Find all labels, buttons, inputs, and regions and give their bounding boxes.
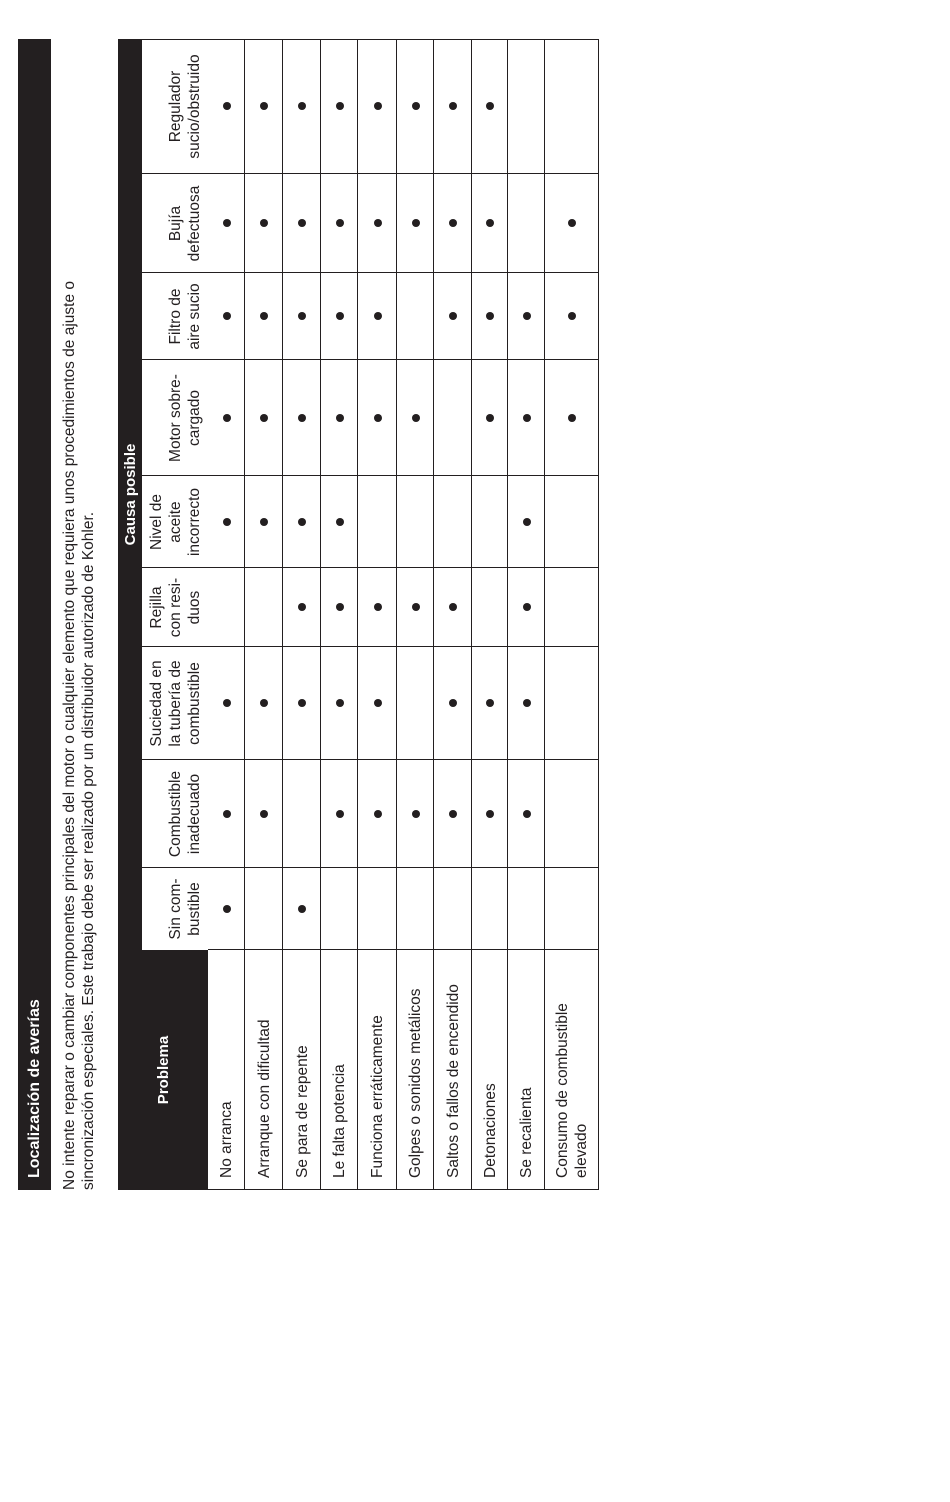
cause-mark [223, 905, 231, 913]
problem-label: Detonaciones [481, 1083, 499, 1178]
cause-mark [374, 220, 382, 228]
cause-mark [223, 414, 231, 422]
cause-mark [336, 700, 344, 708]
cause-mark [374, 700, 382, 708]
problem-label: Saltos o fallos de encendido [444, 984, 462, 1178]
column-divider [142, 867, 599, 868]
intro-text: No intente reparar o cambiar componentes principales del motor o cualquier elemento que requiera unos procedimientos de ajuste o sincronización especiales. Este trabajo debe ser realizado por un distribuidor autorizado de Kohler. [61, 281, 97, 1190]
problem-label: Arranque con dificultad [255, 1019, 273, 1178]
cause-mark [298, 103, 306, 111]
cause-mark [374, 103, 382, 111]
cause-mark [260, 414, 268, 422]
cause-mark [298, 604, 306, 612]
cause-mark [412, 220, 420, 228]
column-divider [142, 272, 599, 273]
cause-mark [260, 700, 268, 708]
problem-label: Se recalienta [518, 1087, 535, 1178]
problem-header: Problema [118, 950, 208, 1190]
cause-mark [260, 313, 268, 321]
cause-mark [449, 220, 457, 228]
cause-mark [298, 313, 306, 321]
cause-mark [223, 220, 231, 228]
column-divider [142, 173, 599, 174]
cause-mark [336, 103, 344, 111]
cause-mark [486, 313, 494, 321]
troubleshooting-table [118, 39, 599, 1190]
cause-mark [336, 518, 344, 526]
cause-column-header: Nivel de aceite incorrecto [148, 487, 203, 557]
cause-mark [486, 103, 494, 111]
cause-mark [298, 220, 306, 228]
cause-mark [523, 810, 531, 818]
cause-mark [412, 414, 420, 422]
cause-mark [412, 810, 420, 818]
cause-mark [336, 810, 344, 818]
column-divider [142, 39, 599, 40]
cause-mark [412, 604, 420, 612]
cause-mark [523, 700, 531, 708]
cause-mark [374, 313, 382, 321]
cause-mark [449, 700, 457, 708]
column-divider [142, 759, 599, 760]
cause-mark [568, 414, 576, 422]
cause-mark [523, 518, 531, 526]
cause-mark [298, 414, 306, 422]
cause-mark [336, 414, 344, 422]
cause-column-header: Combustible inadecuado [167, 770, 203, 858]
cause-mark [523, 414, 531, 422]
cause-mark [412, 103, 420, 111]
cause-mark [568, 220, 576, 228]
cause-mark [568, 313, 576, 321]
cause-mark [336, 313, 344, 321]
cause-mark [523, 604, 531, 612]
cause-mark [374, 604, 382, 612]
problem-label: Golpes o sonidos metálicos [407, 988, 424, 1178]
cause-mark [260, 810, 268, 818]
cause-mark [223, 810, 231, 818]
cause-column-header: Motor sobre- cargado [167, 374, 203, 462]
section-title: Localización de averías [18, 39, 51, 1190]
problem-label: Se para de repente [293, 1045, 311, 1178]
cause-mark [223, 103, 231, 111]
cause-mark [223, 700, 231, 708]
cause-mark [336, 220, 344, 228]
cause-mark [449, 103, 457, 111]
cause-mark [374, 414, 382, 422]
column-divider [142, 646, 599, 647]
cause-mark [486, 810, 494, 818]
cause-mark [374, 810, 382, 818]
problem-label: No arranca [218, 1101, 235, 1178]
cause-mark [486, 414, 494, 422]
cause-mark [260, 518, 268, 526]
cause-column-header: Bujía defectuosa [167, 185, 203, 262]
cause-mark [260, 103, 268, 111]
cause-column-header: Regulador sucio/obstruido [167, 54, 203, 159]
cause-mark [336, 604, 344, 612]
cause-mark [260, 220, 268, 228]
cause-mark [298, 905, 306, 913]
cause-mark [449, 313, 457, 321]
cause-mark [449, 810, 457, 818]
cause-column-header: Filtro de aire sucio [167, 283, 203, 350]
cause-column-header: Suciedad en la tubería de combustible [148, 660, 203, 747]
rotated-page [18, 39, 618, 1190]
cause-mark [298, 518, 306, 526]
cause-mark [449, 604, 457, 612]
cause-column-header: Sin com- bustible [167, 878, 203, 940]
column-divider [142, 359, 599, 360]
problem-label: Le falta potencia [331, 1064, 348, 1178]
cause-header: Causa posible [118, 39, 142, 950]
problem-label: Funciona erráticamente [369, 1015, 386, 1178]
problem-label: Consumo de combustible elevado [554, 1003, 590, 1178]
cause-mark [298, 700, 306, 708]
cause-mark [486, 220, 494, 228]
cause-column-header: Rejilla con resi- duos [148, 577, 203, 638]
cause-mark [486, 700, 494, 708]
column-divider [142, 567, 599, 568]
column-divider [142, 475, 599, 476]
cause-mark [223, 518, 231, 526]
cause-mark [523, 313, 531, 321]
cause-mark [223, 313, 231, 321]
